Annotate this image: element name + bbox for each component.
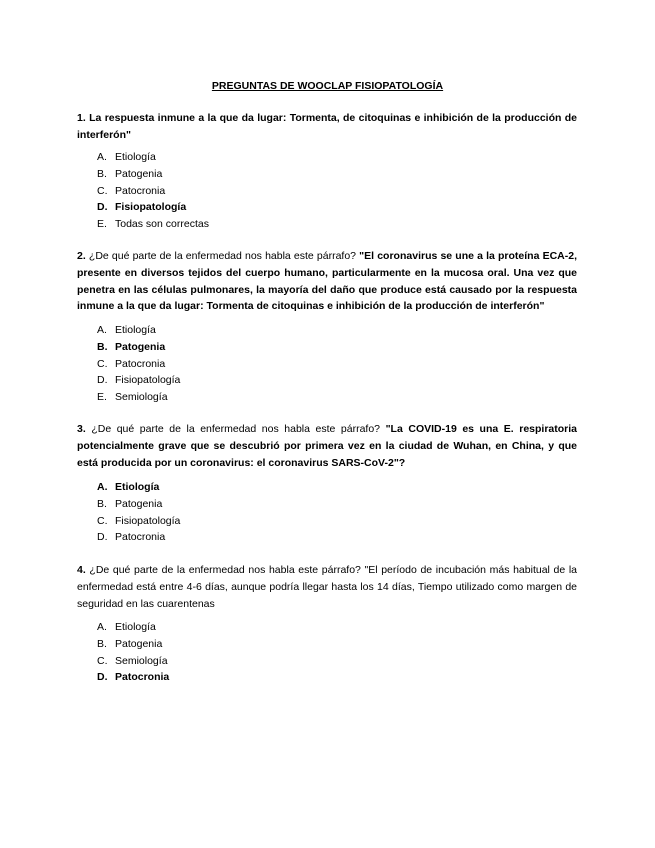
question-number: 1.	[77, 112, 86, 124]
option-a: A. Etiología	[97, 324, 156, 336]
question-lead: ¿De qué parte de la enfermedad nos habla este párrafo? "El período de incubación más habitual de la enfermedad está entre 4-6 días, aunque podría llegar hasta los 14 días, Tiempo utilizado como margen de seguridad en las cuarentenas	[77, 564, 577, 610]
question-text: La respuesta inmune a la que da lugar: Tormenta, de citoquinas e inhibición de la producción de interferón"	[77, 112, 577, 141]
question-lead: ¿De qué parte de la enfermedad nos habla este párrafo?	[88, 250, 357, 262]
option-c: C. Semiología	[97, 654, 168, 667]
option-b: B. Patogenia	[97, 167, 163, 180]
option-e: E. Todas son correctas	[97, 218, 209, 231]
question-text: "El coronavirus se une a la proteína ECA-2, presente en diversos tejidos del cuerpo humano, particularmente en la mucosa oral. Una vez que penetra en las células pulmonares, la mayoría del daño que produce está causado por la respuesta inmune a la que da lugar: Tormenta de citoquinas e inhibición de la producción de interferón"	[77, 250, 577, 313]
option-c: C. Fisiopatología	[97, 514, 181, 527]
options-1	[97, 149, 497, 233]
question-number: 2.	[77, 250, 86, 262]
option-b: B. Patogenia	[97, 637, 163, 650]
option-d-correct: D. Patocronia	[97, 671, 170, 684]
option-c: C. Patocronia	[97, 357, 166, 370]
question-4	[77, 562, 577, 612]
question-text: "La COVID-19 es una E. respiratoria potencialmente grave que se descubrió por primera vez en la ciudad de Wuhan, en China, y que está producida por un coronavirus: el coronavirus SARS-CoV-2"?	[77, 423, 578, 469]
question-2	[77, 248, 577, 315]
option-e: E. Semiología	[97, 391, 168, 404]
option-b: B. Patogenia	[97, 497, 163, 510]
options-3	[97, 479, 497, 546]
question-number: 4.	[77, 564, 86, 576]
question-lead: ¿De qué parte de la enfermedad nos habla este párrafo?	[91, 423, 381, 435]
page-title: PREGUNTAS DE WOOCLAP FISIOPATOLOGÍA	[211, 80, 444, 92]
question-3	[77, 421, 577, 471]
option-b-correct: B. Patogenia	[97, 340, 166, 353]
option-d: D. Fisiopatología	[97, 374, 181, 387]
option-a: A. Etiología	[97, 621, 156, 633]
options-4	[97, 619, 497, 686]
question-number: 3.	[77, 423, 86, 435]
options-2	[97, 322, 497, 406]
option-d: D. Patocronia	[97, 531, 166, 544]
option-a-correct: A. Etiología	[97, 481, 160, 493]
option-c: C. Patocronia	[97, 184, 166, 197]
question-1	[77, 110, 577, 144]
option-d-correct: D. Fisiopatología	[97, 201, 187, 214]
option-a: A. Etiología	[97, 151, 156, 163]
